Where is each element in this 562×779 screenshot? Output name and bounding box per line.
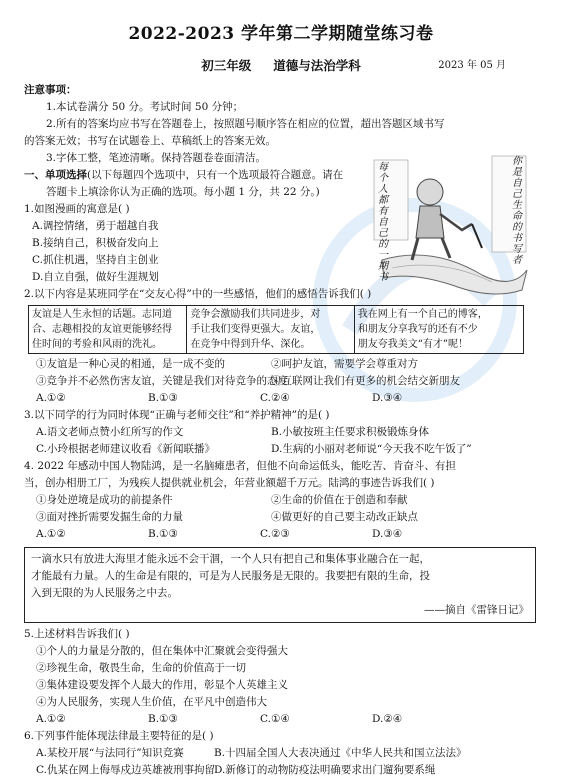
q4-option-b: B.①③ — [148, 528, 178, 540]
q3-stem: 3.以下同学的行为同时体现“正确与老师交往”和“养护精神”的是( ) — [24, 409, 330, 421]
note-item-2-cont: 的答案无效；书写在试题卷上、草稿纸上的答案无效。 — [24, 135, 276, 147]
q2-box-2-line: 手让我们变得更强大。友谊， — [190, 324, 321, 335]
q2-box-1-line: 友谊是人生永恒的话题。志同道 — [32, 309, 172, 320]
q4-statement-1: ①身处逆境是成功的前提条件 — [36, 494, 173, 506]
q2-statements-row-2 — [24, 373, 538, 390]
q2-option-b: B.①③ — [148, 392, 178, 404]
q5-statement-4: ④为人民服务，实现人生价值，在平凡中创造伟大 — [36, 696, 267, 708]
q2-box-3 — [355, 306, 523, 353]
q1-option-d: D.自立自强，做好生涯规划 — [32, 271, 159, 283]
grade-label: 初三年级 — [201, 58, 252, 73]
q4-statements-row-2 — [24, 509, 538, 526]
q2-option-c: C.②④ — [260, 392, 290, 404]
quote-line-3: 入到无限的为人民服务之中去。 — [31, 587, 178, 599]
q4-statement-3: ③面对挫折需要发掘生命的力量 — [36, 511, 183, 523]
subject-label: 道德与法治学科 — [273, 58, 361, 73]
q2-material-boxes — [28, 305, 524, 354]
q2-statement-2: ②呵护友谊，需要学会尊重对方 — [271, 358, 418, 370]
section1-intro-2: 答题卡上填涂你认为正确的选项。每小题 1 分，共 22 分。) — [46, 186, 320, 198]
q6-options-row-1 — [24, 745, 538, 762]
q4-statement-2: ②生命的价值在于创造和奉献 — [271, 494, 408, 506]
q4-option-c: C.②③ — [260, 528, 290, 540]
q2-statement-1: ①友谊是一种心灵的相通，是一成不变的 — [36, 358, 225, 370]
q2-statement-3: ③竞争并不必然伤害友谊，关键是我们对待竞争的态度 — [36, 375, 288, 387]
q2-box-2-line: 竞争会激励我们共同进步，对 — [190, 309, 321, 320]
note-item-3: 3.字体工整，笔迹清晰。保持答题卷卷面清洁。 — [46, 152, 267, 164]
q2-statement-4: ④互联网让我们有更多的机会结交新朋友 — [271, 375, 460, 387]
q6-options-row-2 — [24, 762, 538, 779]
q6-option-c: C.仇某在网上侮辱戍边英雄被刑事拘留 — [36, 764, 215, 776]
quote-source: ——摘自《雷锋日记》 — [424, 604, 529, 616]
q4-statement-4: ④做更好的自己要主动改正缺点 — [271, 511, 418, 523]
q1-stem: 1.如图漫画的寓意是( ) — [24, 203, 130, 215]
q5-stem: 5.上述材料告诉我们( ) — [24, 628, 130, 640]
q3-options-row-1 — [24, 424, 538, 441]
q4-stem-2: 当，创办相册工厂，为残疾人提供就业机会，年营业额超千万元。陆鸿的事迹告诉我们( ) — [24, 477, 435, 489]
q2-option-a: A.①② — [36, 392, 66, 404]
q2-options — [24, 390, 538, 407]
q4-option-a: A.①② — [36, 528, 66, 540]
q1-option-a: A.调控情绪，勇于超越自我 — [32, 220, 159, 232]
q1-option-b: B.接纳自己，积极奋发向上 — [32, 237, 159, 249]
q2-box-1-line: 住时间的考验和风雨的洗礼。 — [32, 339, 162, 350]
cartoon-caption-right: 你是自己生命的书写者 — [512, 156, 522, 266]
exam-title: 2022-2023 学年第二学期随堂练习卷 — [128, 24, 434, 44]
exam-content — [24, 82, 538, 779]
section1-heading: 一、单项选择 — [24, 169, 87, 181]
q2-box-1-line: 合、志趣相投的友谊更能够经得 — [32, 324, 172, 335]
exam-date: 2023 年 05 月 — [438, 60, 506, 71]
q2-statements-row-1 — [24, 356, 538, 373]
q2-stem: 2.以下内容是某班同学在“交友心得”中的一些感悟，他们的感悟告诉我们( ) — [24, 288, 372, 300]
q3-option-b: B.小敏按班主任要求积极锻炼身体 — [271, 426, 430, 438]
q4-stem-1: 4. 2022 年感动中国人物陆鸿，是一名脑瘫患者，但他不向命运低头，能吃苦、肯奋斗、有担 — [24, 460, 456, 472]
q6-option-b: B.十四届全国人大表决通过《中华人民共和国立法法》 — [214, 747, 467, 759]
q2-box-2-line: 在竞争中得到升华、深化。 — [190, 339, 311, 350]
q4-statements-row-1 — [24, 492, 538, 509]
cartoon-caption-left: 每个人都有自己的一期书 — [378, 162, 388, 283]
q5-statement-2: ②珍视生命，敬畏生命，生命的价值高于一切 — [36, 662, 246, 674]
q5-option-a: A.①② — [36, 713, 66, 725]
q3-option-a: A.语文老师点赞小红所写的作文 — [36, 426, 184, 438]
q5-options — [24, 711, 538, 728]
quote-line-2: 才能最有力量。人的生命是有限的，可是为人民服务是无限的。我要把有限的生命，投 — [31, 570, 430, 582]
q3-option-d: D.生病的小丽对老师说“今天我不吃午饭了” — [271, 443, 472, 455]
q2-box-3-line: 和朋友分享我写的还有不少 — [357, 324, 478, 335]
q2-option-d: D.③④ — [372, 392, 403, 404]
q2-box-1 — [29, 306, 187, 353]
section1-intro — [24, 167, 538, 184]
q6-stem: 6.下列事件能体现法律最主要特征的是( ) — [24, 730, 214, 742]
q3-options-row-2 — [24, 441, 538, 458]
q4-option-d: D.③④ — [372, 528, 403, 540]
q2-box-3-line: 朋友夸我美文“有才”呢！ — [357, 339, 468, 350]
q4-options — [24, 526, 538, 543]
q5-statement-1: ①个人的力量是分散的，但在集体中汇聚就会变得强大 — [36, 645, 288, 657]
quote-line-1: 一滴水只有放进大海里才能永远不会干涸，一个人只有把自己和集体事业融合在一起， — [31, 553, 430, 565]
q5-statement-3: ③集体建设要发挥个人最大的作用，彰显个人英雄主义 — [36, 679, 288, 691]
note-item-1: 1.本试卷满分 50 分。考试时间 50 分钟； — [46, 101, 244, 113]
q1-option-c: C.抓住机遇，坚持自主创业 — [32, 254, 159, 266]
q6-option-a: A.某校开展“与法同行”知识竞赛 — [36, 747, 184, 759]
q3-option-c: C.小玲根据老师建议收看《新闻联播》 — [36, 443, 215, 455]
q2-box-2 — [187, 306, 354, 353]
section1-intro-1: (以下每题四个选项中，只有一个选项最符合题意。请在 — [87, 169, 344, 181]
notes-heading: 注意事项： — [24, 84, 77, 96]
q2-box-3-line: 我在网上有一个自己的博客， — [357, 309, 488, 320]
q5-option-c: C.①④ — [260, 713, 290, 725]
leifeng-quote-box — [24, 547, 536, 623]
note-item-2: 2.所有的答案均应书写在答题卷上，按照题号顺序答在相应的位置，超出答题区域书写 — [46, 118, 445, 130]
q5-option-b: B.①③ — [148, 713, 178, 725]
q5-option-d: D.②④ — [372, 713, 403, 725]
q6-option-d: D.新修订的动物防疫法明确要求出门遛狗要系绳 — [214, 764, 436, 776]
